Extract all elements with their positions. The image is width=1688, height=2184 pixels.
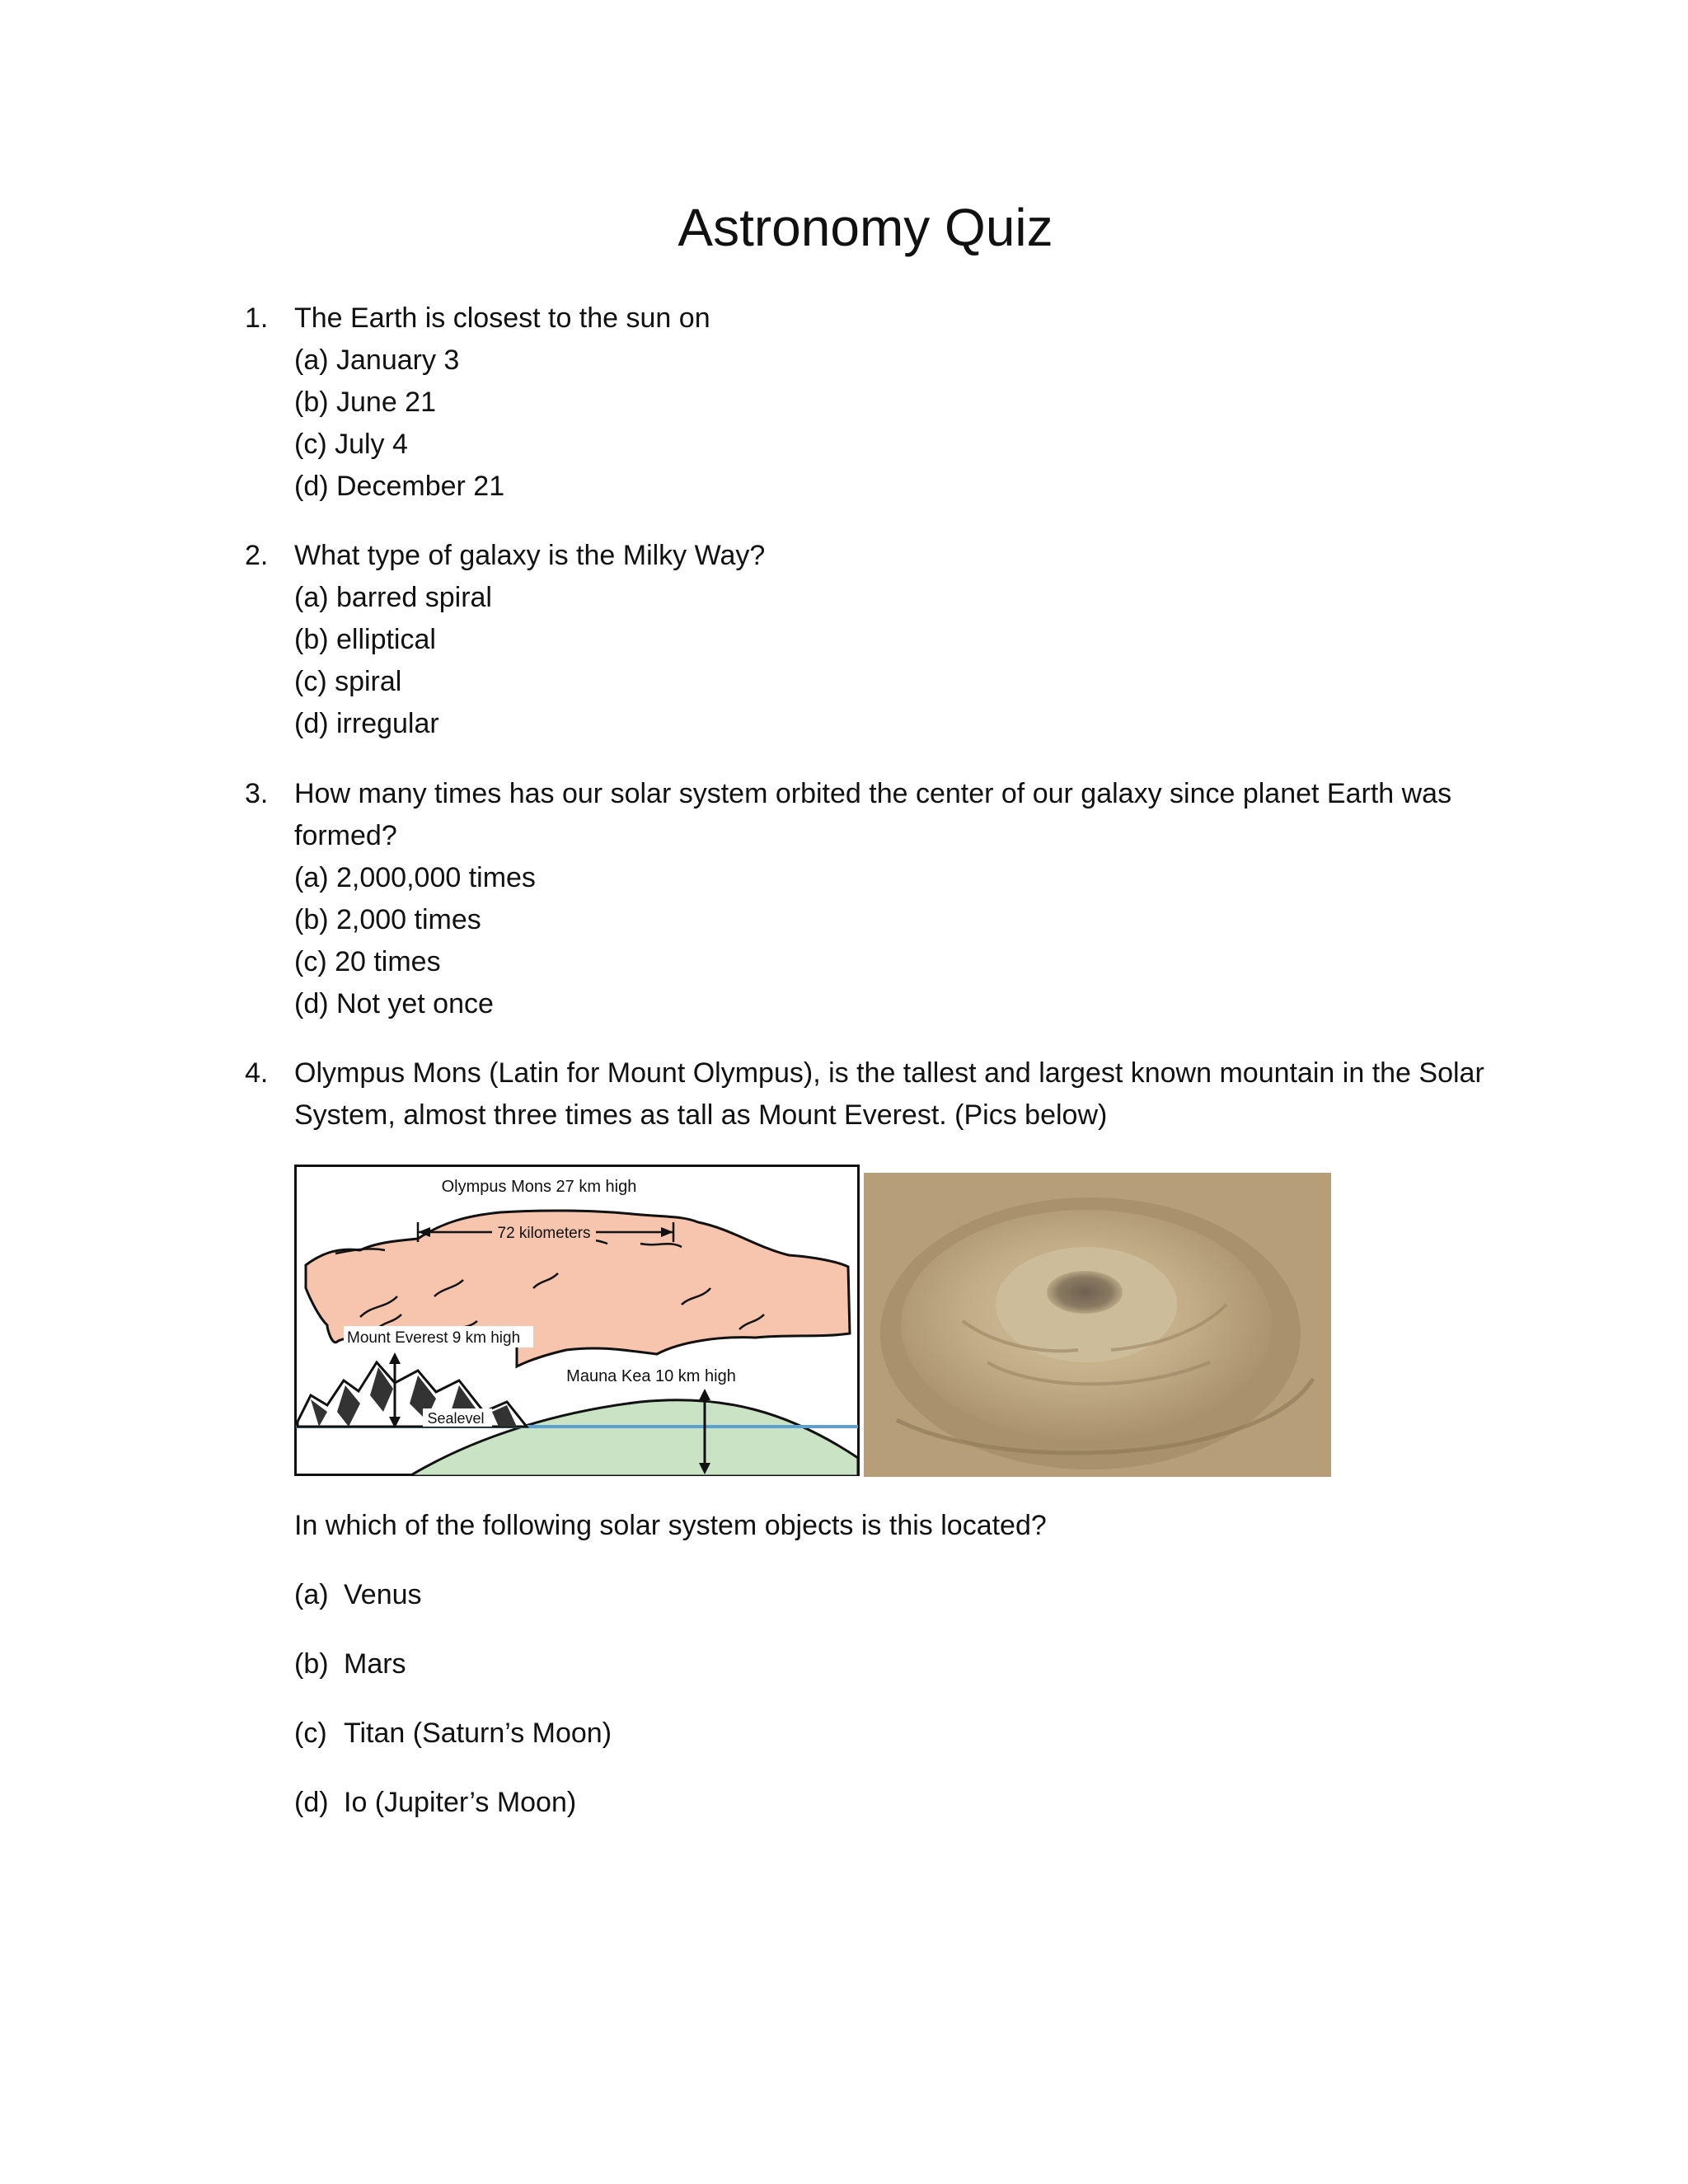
answer-option: (d) irregular — [294, 708, 439, 739]
answer-option: Venus — [344, 1579, 422, 1610]
question-number: 3. — [245, 778, 269, 809]
mauna-kea-label: Mauna Kea 10 km high — [566, 1367, 736, 1385]
answer-option: (b) elliptical — [294, 624, 436, 655]
question-number: 2. — [245, 540, 269, 571]
answer-letter: (c) — [294, 1718, 327, 1749]
follow-up-question: In which of the following solar system objects is this located? — [294, 1510, 1047, 1541]
olympus-label: Olympus Mons 27 km high — [441, 1178, 637, 1196]
olympus-mons-diagram — [294, 1165, 860, 1476]
answer-letter: (a) — [294, 1579, 329, 1610]
question-text: System, almost three times as tall as Mount Everest. (Pics below) — [294, 1099, 1108, 1131]
answer-option: (a) 2,000,000 times — [294, 862, 536, 893]
answer-option: (b) June 21 — [294, 387, 436, 418]
question-text: What type of galaxy is the Milky Way? — [294, 540, 766, 571]
answer-option: (b) 2,000 times — [294, 904, 481, 935]
question-text: Olympus Mons (Latin for Mount Olympus), is the tallest and largest known mountain in the Solar — [294, 1057, 1484, 1089]
answer-option: Io (Jupiter’s Moon) — [344, 1787, 577, 1818]
answer-option: (c) spiral — [294, 666, 402, 697]
everest-label: Mount Everest 9 km high — [347, 1329, 521, 1347]
question-number: 1. — [245, 302, 269, 334]
question-number: 4. — [245, 1057, 269, 1089]
answer-letter: (d) — [294, 1787, 329, 1818]
sealevel-label: Sealevel — [427, 1410, 485, 1427]
answer-option: (a) January 3 — [294, 344, 460, 376]
question-text: formed? — [294, 820, 397, 851]
olympus-mons-photo — [864, 1173, 1331, 1477]
answer-option: (d) Not yet once — [294, 988, 494, 1019]
answer-option: Mars — [344, 1648, 406, 1680]
width-label: 72 kilometers — [497, 1225, 591, 1242]
answer-option: (c) 20 times — [294, 946, 441, 977]
question-text: How many times has our solar system orbited the center of our galaxy since planet Earth was — [294, 778, 1452, 809]
answer-option: (c) July 4 — [294, 429, 408, 460]
page-title: Astronomy Quiz — [678, 198, 1053, 257]
answer-option: Titan (Saturn’s Moon) — [344, 1718, 612, 1749]
photo-caldera — [1047, 1271, 1123, 1314]
answer-letter: (b) — [294, 1648, 329, 1680]
answer-option: (a) barred spiral — [294, 582, 492, 613]
answer-option: (d) December 21 — [294, 471, 505, 502]
question-text: The Earth is closest to the sun on — [294, 302, 710, 334]
